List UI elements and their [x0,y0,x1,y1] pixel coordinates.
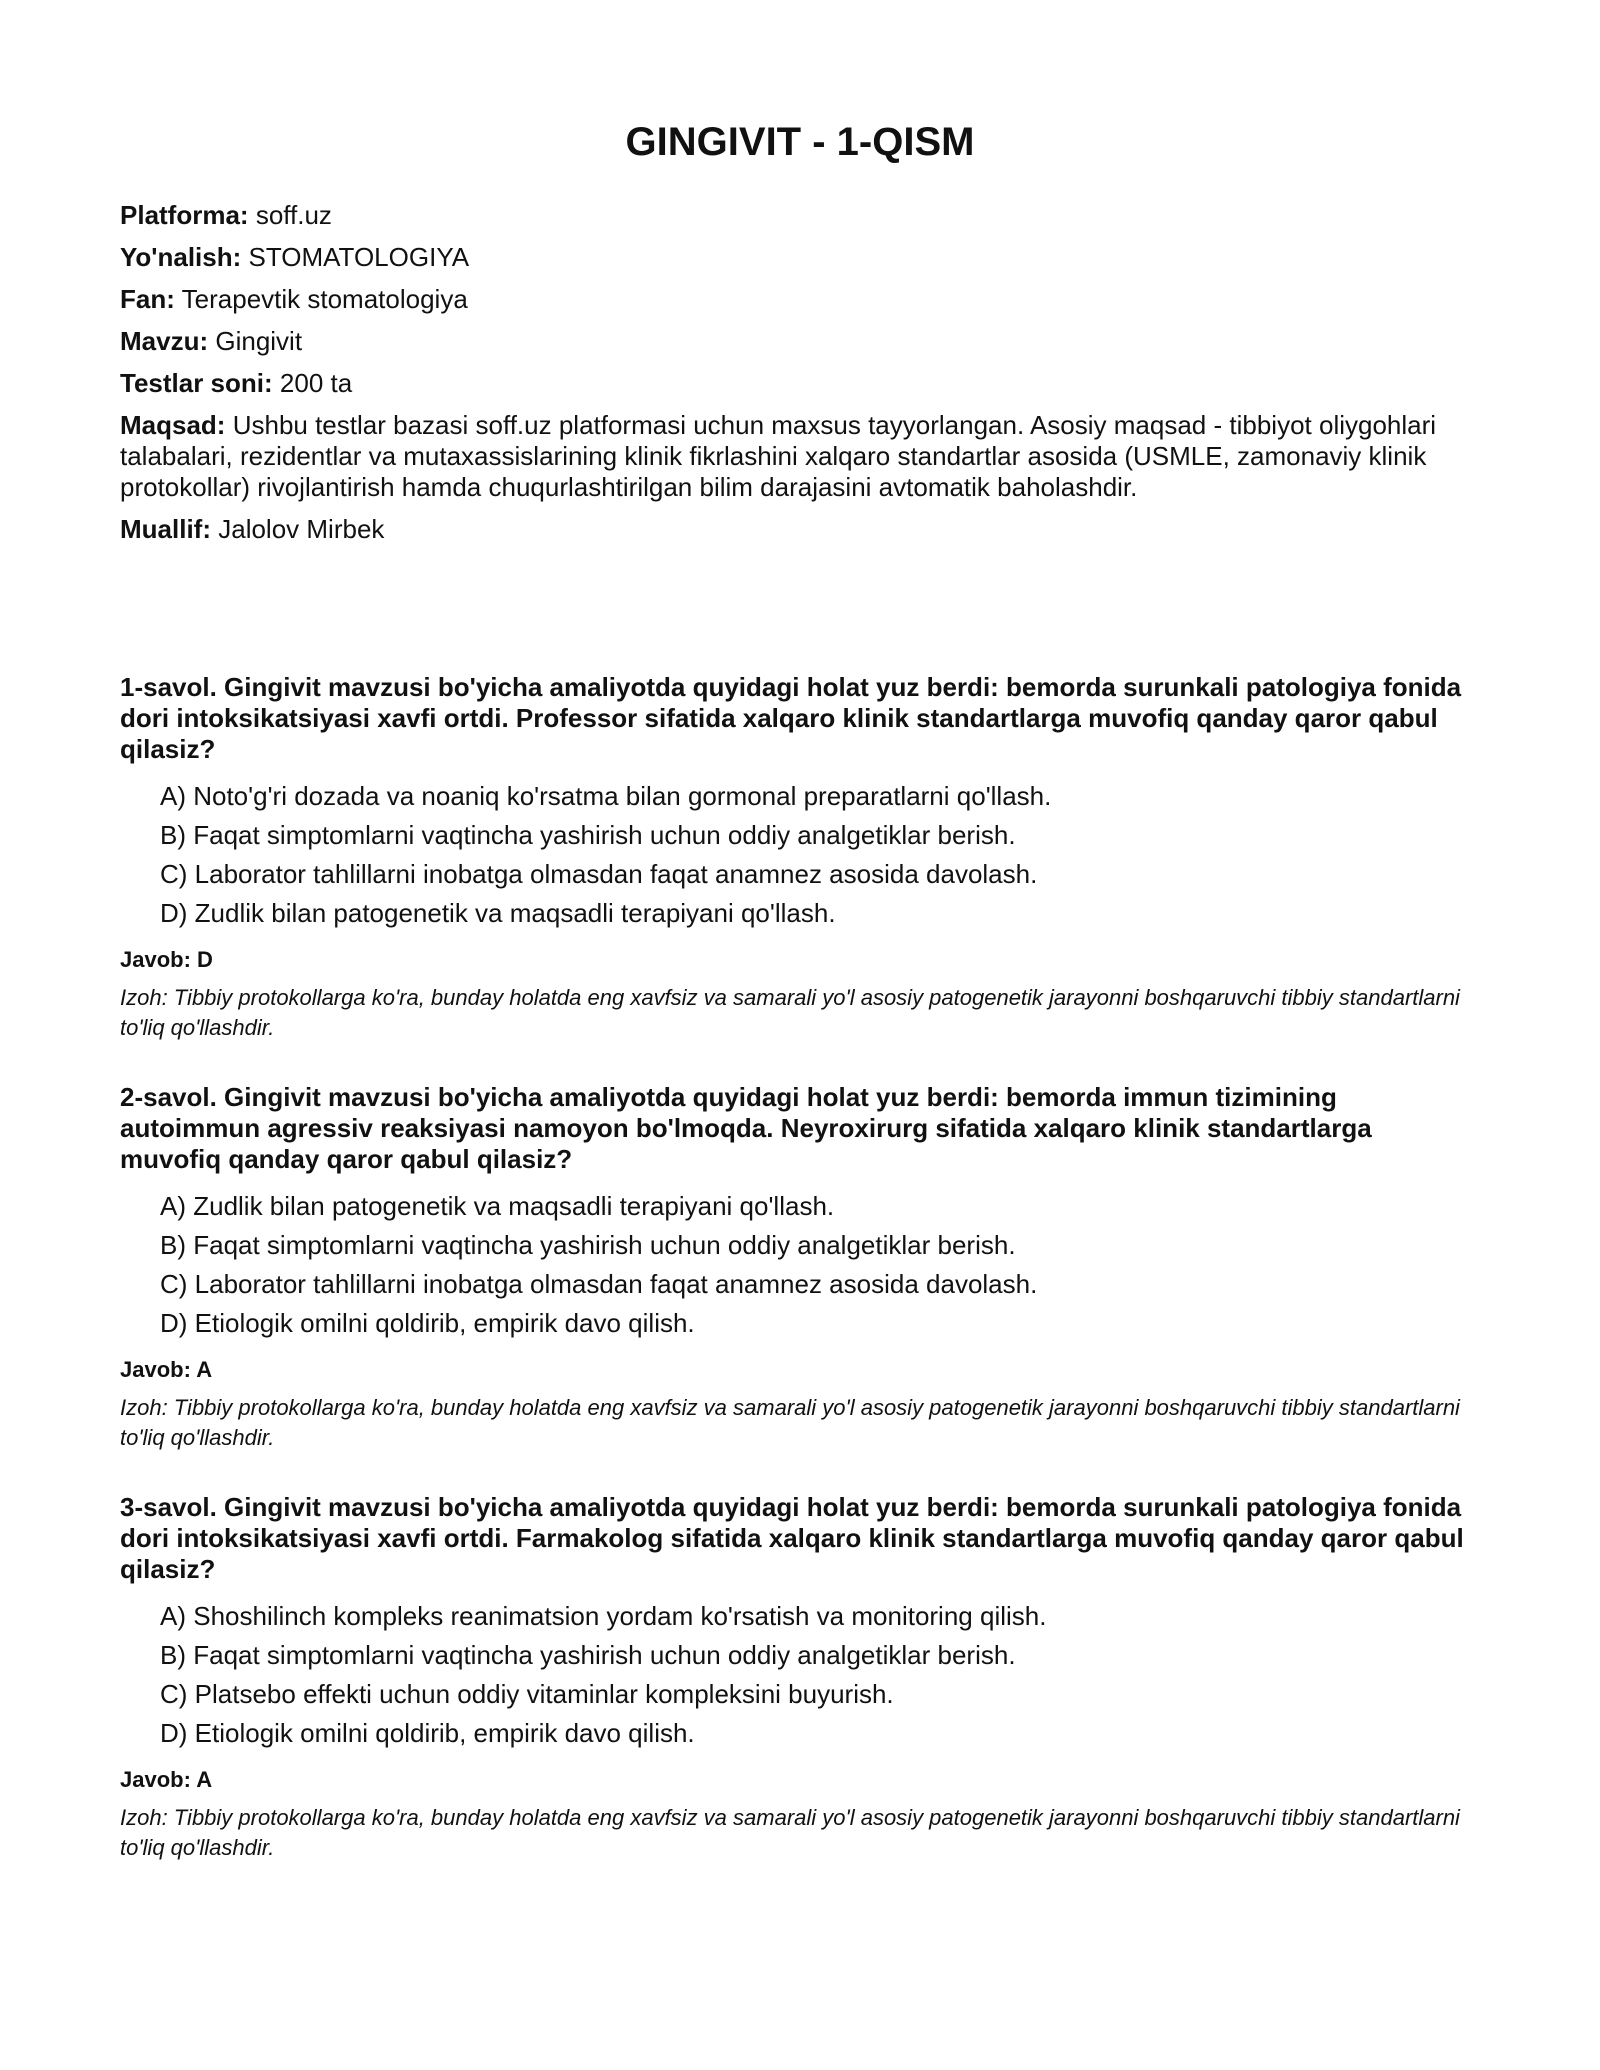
option-d: D) Etiologik omilni qoldirib, empirik davo qilish. [160,1718,695,1748]
meta-value: Jalolov Mirbek [218,514,385,544]
meta-value: STOMATOLOGIYA [248,242,470,272]
meta-label: Maqsad: [120,410,226,440]
option-a: A) Noto'g'ri dozada va noaniq ko'rsatma bilan gormonal preparatlarni qo'llash. [160,781,1052,811]
answer-label: Javob: A [120,1357,213,1382]
question-1 [120,672,1480,1043]
meta-label: Muallif: [120,514,211,544]
page-title: GINGIVIT - 1-QISM [625,120,975,164]
question-text: 3-savol. Gingivit mavzusi bo'yicha amaliyotda quyidagi holat yuz berdi: bemorda surunkali patologiya fonida dori intoksikatsiyasi xavfi ortdi. Farmakolog sifatida xalqaro klinik standartlarga muvofiq qanday qaror qabul qilasiz? [120,1492,1464,1584]
option-b: B) Faqat simptomlarni vaqtincha yashirish uchun oddiy analgetiklar berish. [160,820,1016,850]
option-a: A) Zudlik bilan patogenetik va maqsadli terapiyani qo'llash. [160,1191,835,1221]
explanation-note: Izoh: Tibbiy protokollarga ko'ra, bunday holatda eng xavfsiz va samarali yo'l asosiy patogenetik jarayonni boshqaruvchi tibbiy standartlarni to'liq qo'llashdir. [120,985,1460,1040]
meta-label: Mavzu: [120,326,209,356]
meta-label: Platforma: [120,200,249,230]
meta-author [120,514,1480,545]
meta-direction [120,242,1480,273]
option-c: C) Platsebo effekti uchun oddiy vitaminlar kompleksini buyurish. [160,1679,894,1709]
meta-label: Fan: [120,284,175,314]
meta-value: 200 ta [279,368,353,398]
explanation-note: Izoh: Tibbiy protokollarga ko'ra, bunday holatda eng xavfsiz va samarali yo'l asosiy patogenetik jarayonni boshqaruvchi tibbiy standartlarni to'liq qo'llashdir. [120,1395,1460,1450]
option-d: D) Etiologik omilni qoldirib, empirik davo qilish. [160,1308,695,1338]
meta-label: Yo'nalish: [120,242,242,272]
option-c: C) Laborator tahlillarni inobatga olmasdan faqat anamnez asosida davolash. [160,859,1038,889]
option-c: C) Laborator tahlillarni inobatga olmasdan faqat anamnez asosida davolash. [160,1269,1038,1299]
meta-value: Gingivit [215,326,303,356]
meta-topic [120,326,1480,357]
meta-label: Testlar soni: [120,368,273,398]
meta-value: soff.uz [255,200,332,230]
question-3 [120,1492,1480,1863]
meta-value: Terapevtik stomatologiya [181,284,468,314]
metadata-block [120,200,1480,556]
option-a: A) Shoshilinch kompleks reanimatsion yordam ko'rsatish va monitoring qilish. [160,1601,1047,1631]
answer-label: Javob: D [120,947,213,972]
meta-value: Ushbu testlar bazasi soff.uz platformasi uchun maxsus tayyorlangan. Asosiy maqsad - tibbiyot oliygohlari talabalari, rezidentlar va mutaxassislarining klinik fikrlashini xalqaro standartlar asosida (USMLE, zamonaviy klinik protokollar) rivojlantirish hamda chuqurlashtirilgan bilim darajasini avtomatik baholashdir. [120,410,1437,502]
option-b: B) Faqat simptomlarni vaqtincha yashirish uchun oddiy analgetiklar berish. [160,1230,1016,1260]
option-b: B) Faqat simptomlarni vaqtincha yashirish uchun oddiy analgetiklar berish. [160,1640,1016,1670]
question-text: 1-savol. Gingivit mavzusi bo'yicha amaliyotda quyidagi holat yuz berdi: bemorda surunkali patologiya fonida dori intoksikatsiyasi xavfi ortdi. Professor sifatida xalqaro klinik standartlarga muvofiq qanday qaror qabul qilasiz? [120,672,1462,764]
meta-platform [120,200,1480,231]
option-d: D) Zudlik bilan patogenetik va maqsadli terapiyani qo'llash. [160,898,836,928]
answer-label: Javob: A [120,1767,213,1792]
meta-subject [120,284,1480,315]
meta-purpose [120,410,1480,503]
question-2 [120,1082,1480,1453]
meta-test-count [120,368,1480,399]
explanation-note: Izoh: Tibbiy protokollarga ko'ra, bunday holatda eng xavfsiz va samarali yo'l asosiy patogenetik jarayonni boshqaruvchi tibbiy standartlarni to'liq qo'llashdir. [120,1805,1460,1860]
question-text: 2-savol. Gingivit mavzusi bo'yicha amaliyotda quyidagi holat yuz berdi: bemorda immun tizimining autoimmun agressiv reaksiyasi namoyon bo'lmoqda. Neyroxirurg sifatida xalqaro klinik standartlarga muvofiq qanday qaror qabul qilasiz? [120,1082,1372,1174]
